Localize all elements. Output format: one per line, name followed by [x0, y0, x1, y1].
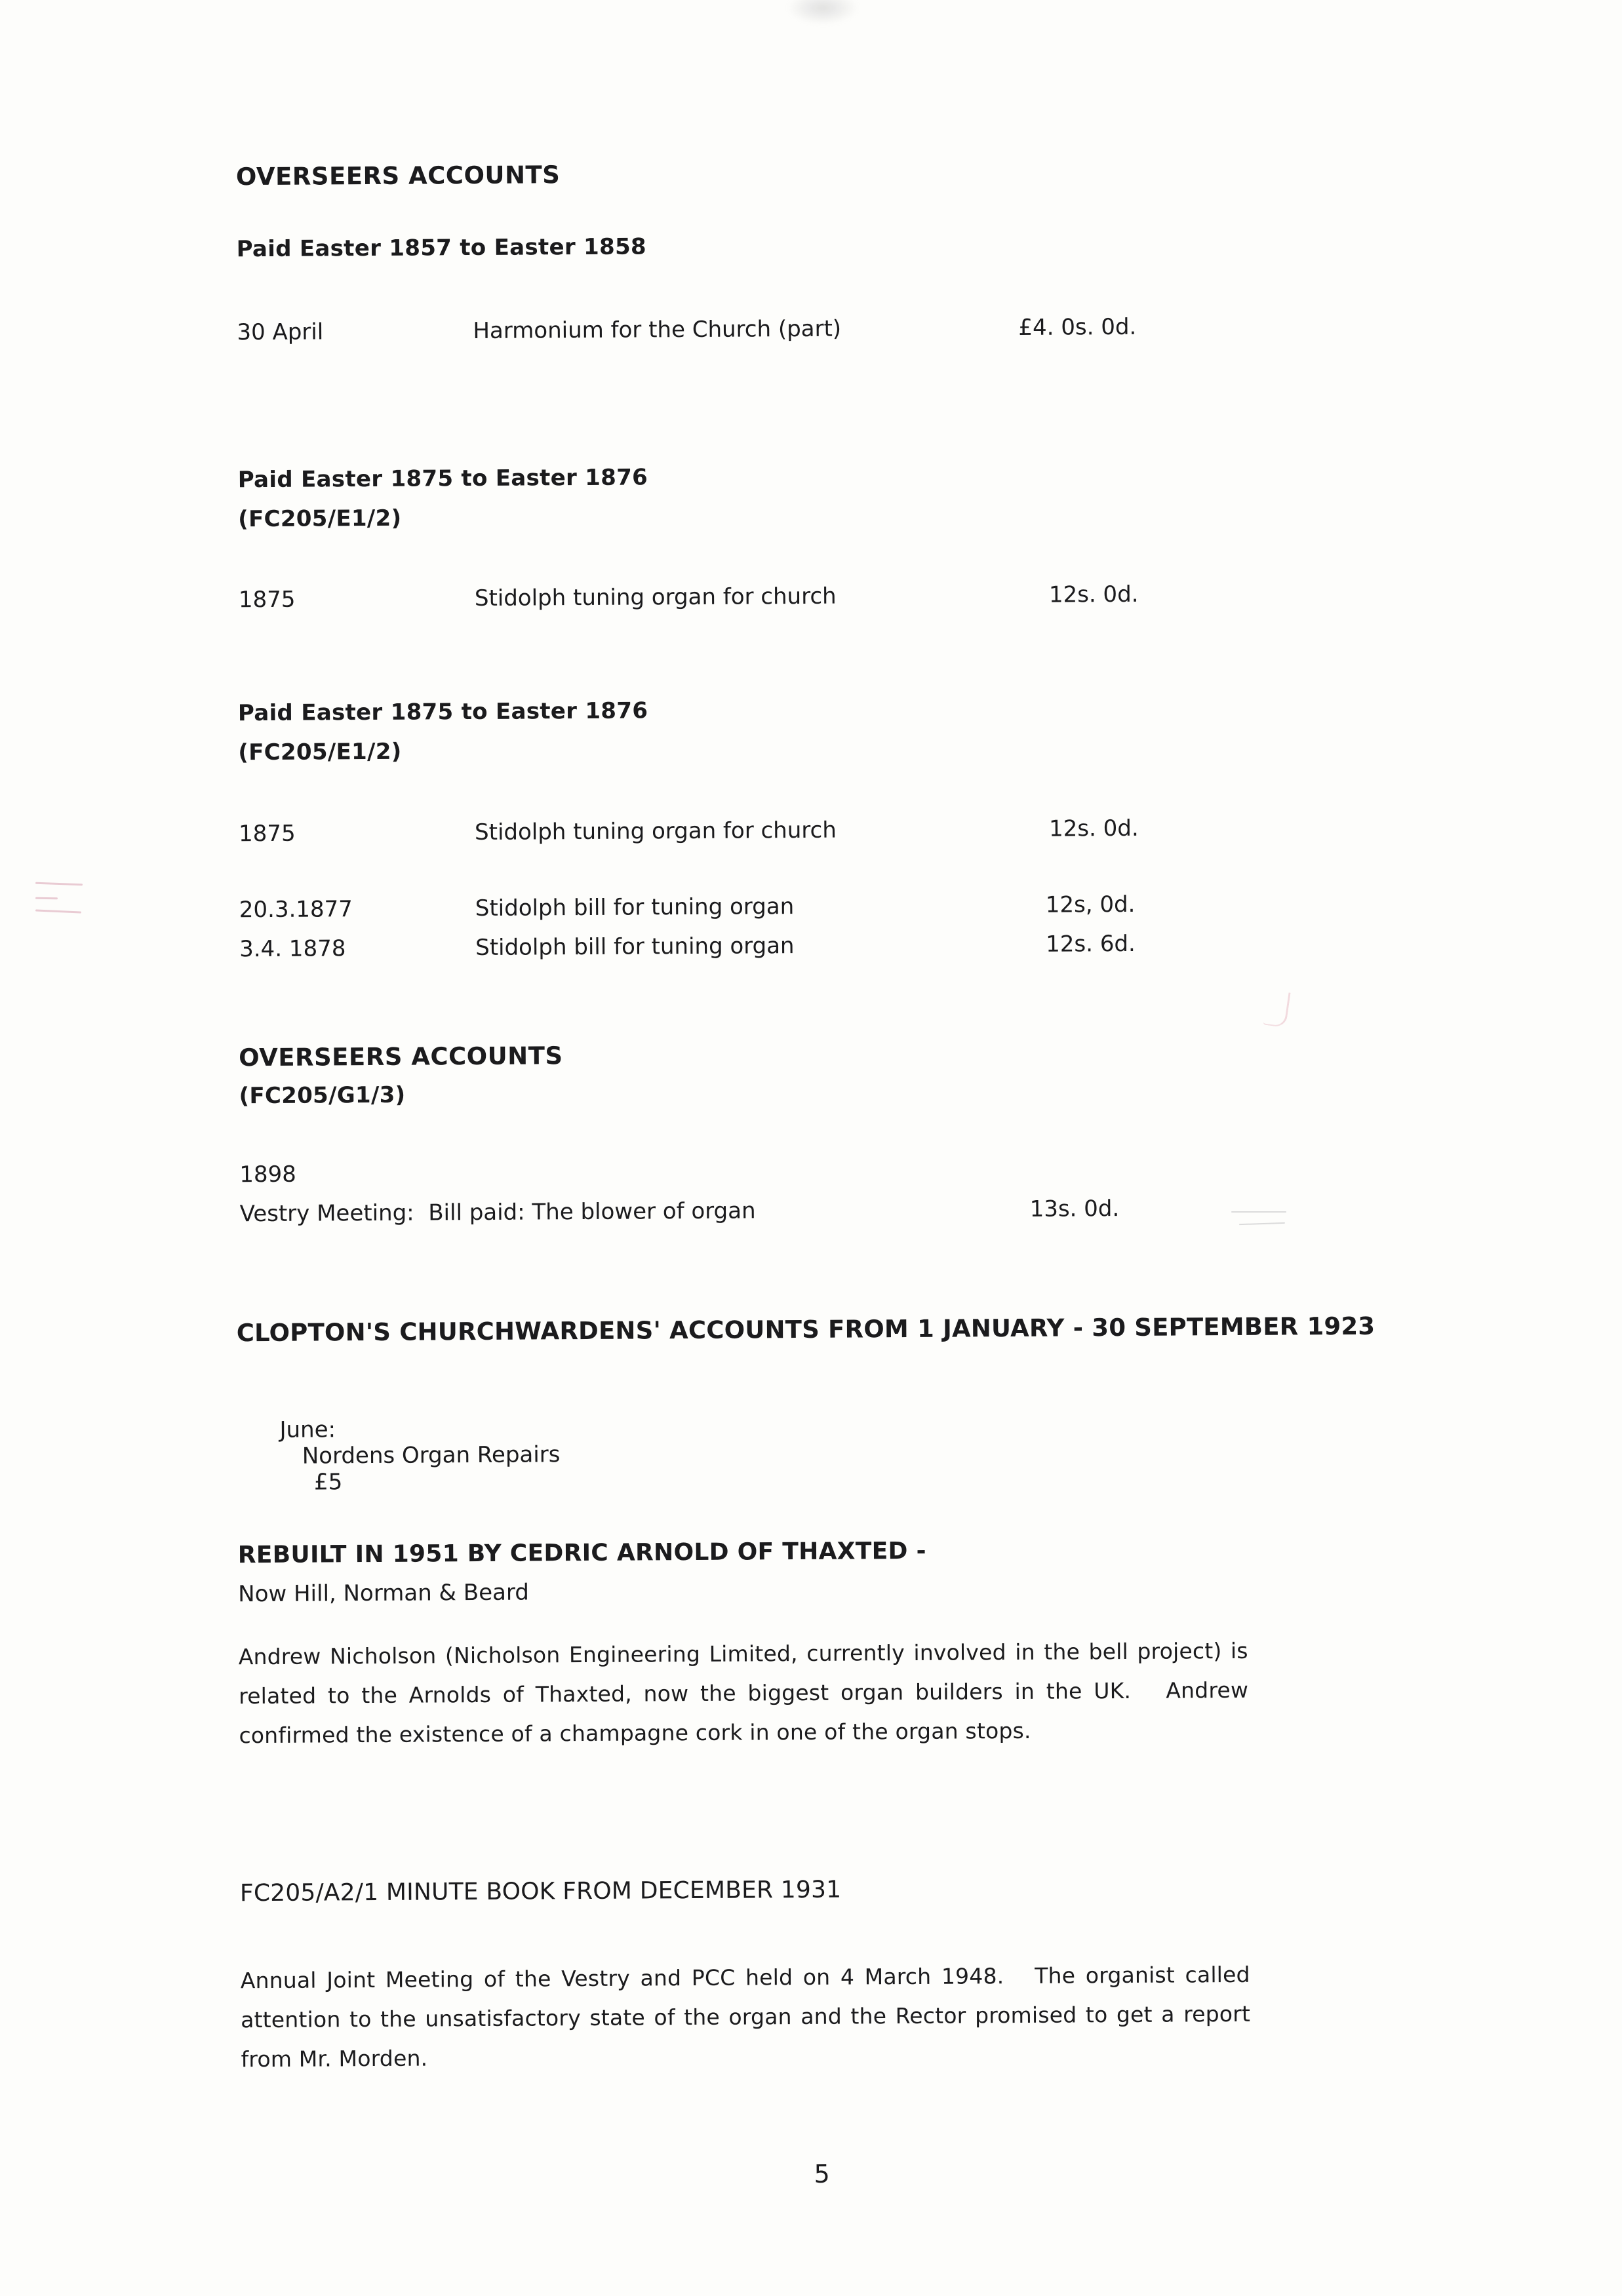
- subheading-hill-norman-beard: Now Hill, Norman & Beard: [238, 1579, 529, 1608]
- description-cell: Vestry Meeting: Bill paid: The blower of organ: [239, 1197, 756, 1228]
- page-number: 5: [814, 2159, 830, 2189]
- description-cell: Stidolph bill for tuning organ: [475, 933, 795, 962]
- description-cell: Stidolph tuning organ for church: [474, 817, 837, 846]
- amount-cell: 13s. 0d.: [1029, 1196, 1120, 1222]
- amount-cell: 12s. 0d.: [1048, 815, 1139, 842]
- archive-ref: (FC205/E1/2): [238, 738, 402, 766]
- ledger-row: [239, 929, 1419, 962]
- amount-cell: 12s. 6d.: [1046, 930, 1136, 958]
- description-cell: Stidolph bill for tuning organ: [475, 893, 795, 922]
- date-cell: 1875: [238, 820, 296, 847]
- section-heading-minute-book: FC205/A2/1 MINUTE BOOK FROM DECEMBER 1931: [239, 1876, 842, 1907]
- ledger-line-june: [237, 1389, 561, 1522]
- paragraph-annual-joint-meeting: Annual Joint Meeting of the Vestry and PCC held on 4 March 1948. The organist called attention to the unsatisfactory state of the organ and the Rector promised to get a report from Mr. Morden.: [240, 1961, 1257, 2072]
- ledger-row: [237, 312, 1417, 345]
- ledger-row: [240, 1194, 1420, 1227]
- date-cell: 20.3.1877: [239, 896, 353, 924]
- ledger-row: [239, 813, 1419, 847]
- month-label: June:: [279, 1416, 336, 1443]
- section-heading-overseers-2: OVERSEERS ACCOUNTS: [239, 1041, 563, 1072]
- paragraph-andrew-nicholson: Andrew Nicholson (Nicholson Engineering Limited, currently involved in the bell project) is related to the Arnolds of Thaxted, now the biggest organ builders in the UK. Andrew confirmed the existence of a champagne cork in one of the organ stops.: [238, 1637, 1256, 1749]
- archive-ref: (FC205/E1/2): [238, 505, 402, 533]
- year-label: 1898: [239, 1161, 296, 1188]
- amount-cell: £4. 0s. 0d.: [1018, 313, 1137, 341]
- section-heading-clopton: CLOPTON'S CHURCHWARDENS' ACCOUNTS FROM 1 JANUARY - 30 SEPTEMBER 1923: [236, 1312, 1375, 1348]
- section-heading-rebuilt: REBUILT IN 1951 BY CEDRIC ARNOLD OF THAXTED -: [237, 1537, 926, 1569]
- section-heading-overseers-1: OVERSEERS ACCOUNTS: [235, 161, 561, 191]
- archive-ref: (FC205/G1/3): [239, 1081, 406, 1110]
- date-cell: 3.4. 1878: [239, 935, 346, 963]
- description-cell: Harmonium for the Church (part): [473, 315, 842, 345]
- description-cell: Nordens Organ Repairs: [302, 1441, 561, 1469]
- period-heading-1857-1858: Paid Easter 1857 to Easter 1858: [236, 233, 647, 263]
- date-cell: 1875: [238, 586, 296, 613]
- ledger-row: [239, 889, 1419, 923]
- period-heading-1875-1876-a: Paid Easter 1875 to Easter 1876: [237, 464, 648, 494]
- amount-cell: 12s. 0d.: [1048, 581, 1139, 608]
- amount-cell: £5: [313, 1469, 343, 1496]
- description-cell: Stidolph tuning organ for church: [474, 583, 837, 612]
- date-cell: 30 April: [237, 319, 324, 346]
- period-heading-1875-1876-b: Paid Easter 1875 to Easter 1876: [237, 697, 648, 727]
- ledger-row: [239, 579, 1419, 613]
- amount-cell: 12s, 0d.: [1045, 891, 1136, 918]
